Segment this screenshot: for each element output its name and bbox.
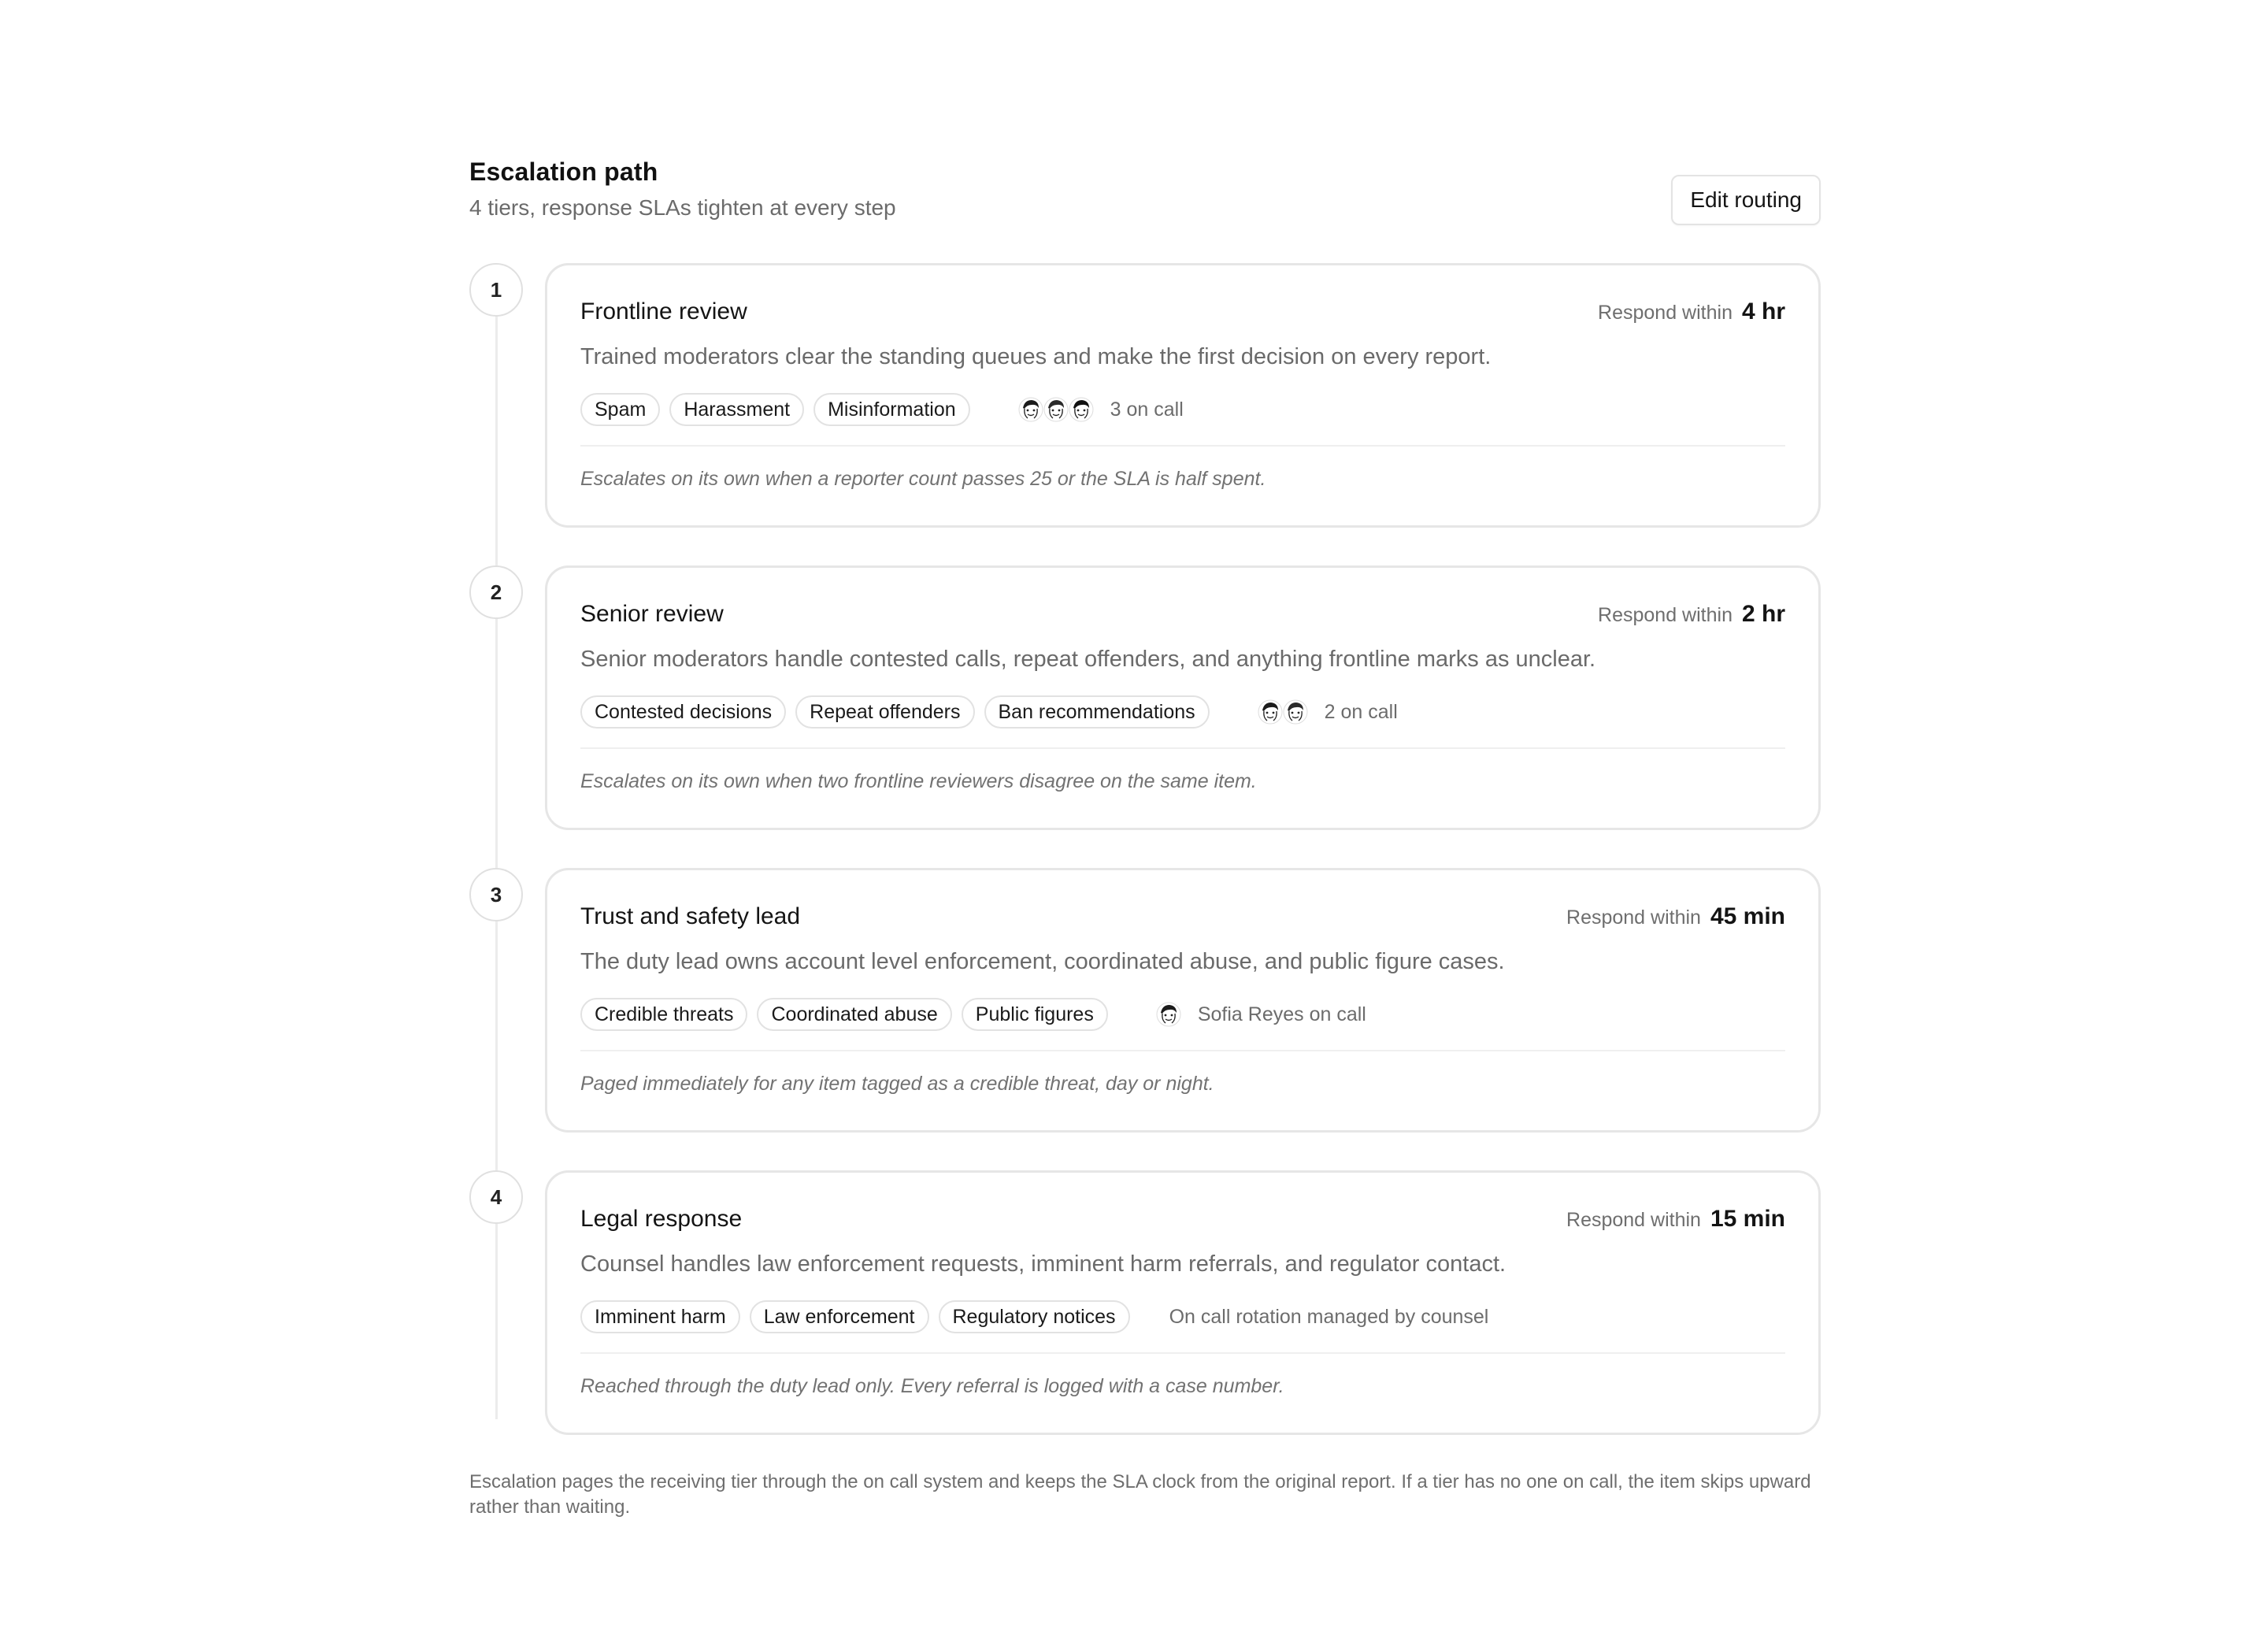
moderator-avatar-icon — [1282, 699, 1309, 725]
tier-sla — [1566, 903, 1785, 930]
escalation-rule: Escalates on its own when two frontline reviewers disagree on the same item. — [580, 770, 1257, 792]
oncall-info — [1155, 1001, 1366, 1028]
category-tag[interactable]: Law enforcement — [750, 1300, 929, 1333]
category-tag[interactable]: Ban recommendations — [984, 695, 1210, 729]
tier-name: Legal response — [580, 1206, 743, 1232]
category-tag[interactable]: Repeat offenders — [795, 695, 974, 729]
tier-1 — [469, 263, 1821, 528]
moderator-avatar-icon — [1257, 699, 1284, 725]
tag-row — [580, 694, 1785, 730]
oncall-avatars — [1257, 699, 1307, 725]
moderator-avatar-icon — [1068, 396, 1095, 423]
oncall-text: On call rotation managed by counsel — [1169, 1305, 1489, 1328]
tier-step-badge: 4 — [469, 1170, 523, 1224]
escalation-rule: Reached through the duty lead only. Every referral is logged with a case number. — [580, 1375, 1284, 1397]
oncall-avatars — [1017, 396, 1093, 423]
tier-sla — [1598, 601, 1785, 628]
moderator-avatar-icon — [1043, 396, 1069, 423]
escalation-rule: Escalates on its own when a reporter count passes 25 or the SLA is half spent. — [580, 468, 1266, 490]
footer-note: Escalation pages the receiving tier through the on call system and keeps the SLA clock from the original report. If a tier has no one on call, the item skips upward rather than waiting. — [469, 1471, 1811, 1518]
tier-step-badge: 1 — [469, 263, 523, 317]
oncall-text: Sofia Reyes on call — [1197, 1003, 1366, 1025]
category-tag[interactable]: Contested decisions — [580, 695, 786, 729]
category-tag[interactable]: Regulatory notices — [939, 1300, 1130, 1333]
page-title: Escalation path — [469, 158, 658, 186]
oncall-avatars — [1155, 1001, 1180, 1028]
edit-routing-button[interactable]: Edit routing — [1671, 175, 1821, 225]
sla-value: 2 hr — [1741, 601, 1785, 627]
tier-sla — [1566, 1206, 1785, 1233]
sla-value: 4 hr — [1741, 298, 1785, 324]
sla-value: 15 min — [1710, 1206, 1785, 1232]
tier-name: Trust and safety lead — [580, 903, 801, 929]
tier-card[interactable] — [545, 565, 1821, 830]
sla-label: Respond within — [1598, 604, 1732, 626]
sla-label: Respond within — [1566, 1209, 1701, 1231]
tier-timeline — [469, 263, 1821, 1435]
tier-2 — [469, 565, 1821, 830]
category-tag[interactable]: Coordinated abuse — [757, 998, 951, 1031]
tier-card[interactable] — [545, 868, 1821, 1133]
tier-card[interactable] — [545, 263, 1821, 528]
tier-description: Counsel handles law enforcement requests, imminent harm referrals, and regulator contact. — [580, 1251, 1506, 1277]
page-header — [469, 154, 1821, 263]
tier-card[interactable] — [545, 1170, 1821, 1435]
tier-description: Trained moderators clear the standing queues and make the first decision on every report. — [580, 344, 1492, 369]
category-tag[interactable]: Misinformation — [813, 393, 970, 426]
sla-value: 45 min — [1710, 903, 1785, 929]
category-tag[interactable]: Harassment — [669, 393, 804, 426]
category-tag[interactable]: Credible threats — [580, 998, 747, 1031]
category-tag[interactable]: Spam — [580, 393, 660, 426]
tag-row — [580, 391, 1785, 428]
page-subtitle: 4 tiers, response SLAs tighten at every step — [469, 195, 896, 220]
tier-name: Frontline review — [580, 298, 747, 324]
oncall-info — [1169, 1306, 1489, 1329]
oncall-text: 2 on call — [1324, 700, 1398, 723]
tier-description: The duty lead owns account level enforcement, coordinated abuse, and public figure cases. — [580, 949, 1505, 974]
sla-label: Respond within — [1566, 906, 1701, 929]
moderator-avatar-icon — [1155, 1001, 1182, 1028]
tier-step-badge: 2 — [469, 565, 523, 619]
tag-row — [580, 1299, 1785, 1335]
moderator-avatar-icon — [1017, 396, 1044, 423]
category-tag[interactable]: Imminent harm — [580, 1300, 740, 1333]
oncall-info — [1017, 396, 1184, 423]
oncall-info — [1257, 699, 1398, 725]
tier-step-badge: 3 — [469, 868, 523, 921]
tier-description: Senior moderators handle contested calls, repeat offenders, and anything frontline marks as unclear. — [580, 647, 1596, 672]
sla-label: Respond within — [1598, 302, 1732, 324]
escalation-rule: Paged immediately for any item tagged as a credible threat, day or night. — [580, 1073, 1214, 1095]
oncall-text: 3 on call — [1110, 398, 1184, 421]
tier-3 — [469, 868, 1821, 1133]
tag-row — [580, 996, 1785, 1033]
category-tag[interactable]: Public figures — [962, 998, 1108, 1031]
tier-4 — [469, 1170, 1821, 1435]
tier-sla — [1598, 298, 1785, 325]
escalation-page — [469, 154, 1821, 1520]
tier-name: Senior review — [580, 601, 724, 627]
